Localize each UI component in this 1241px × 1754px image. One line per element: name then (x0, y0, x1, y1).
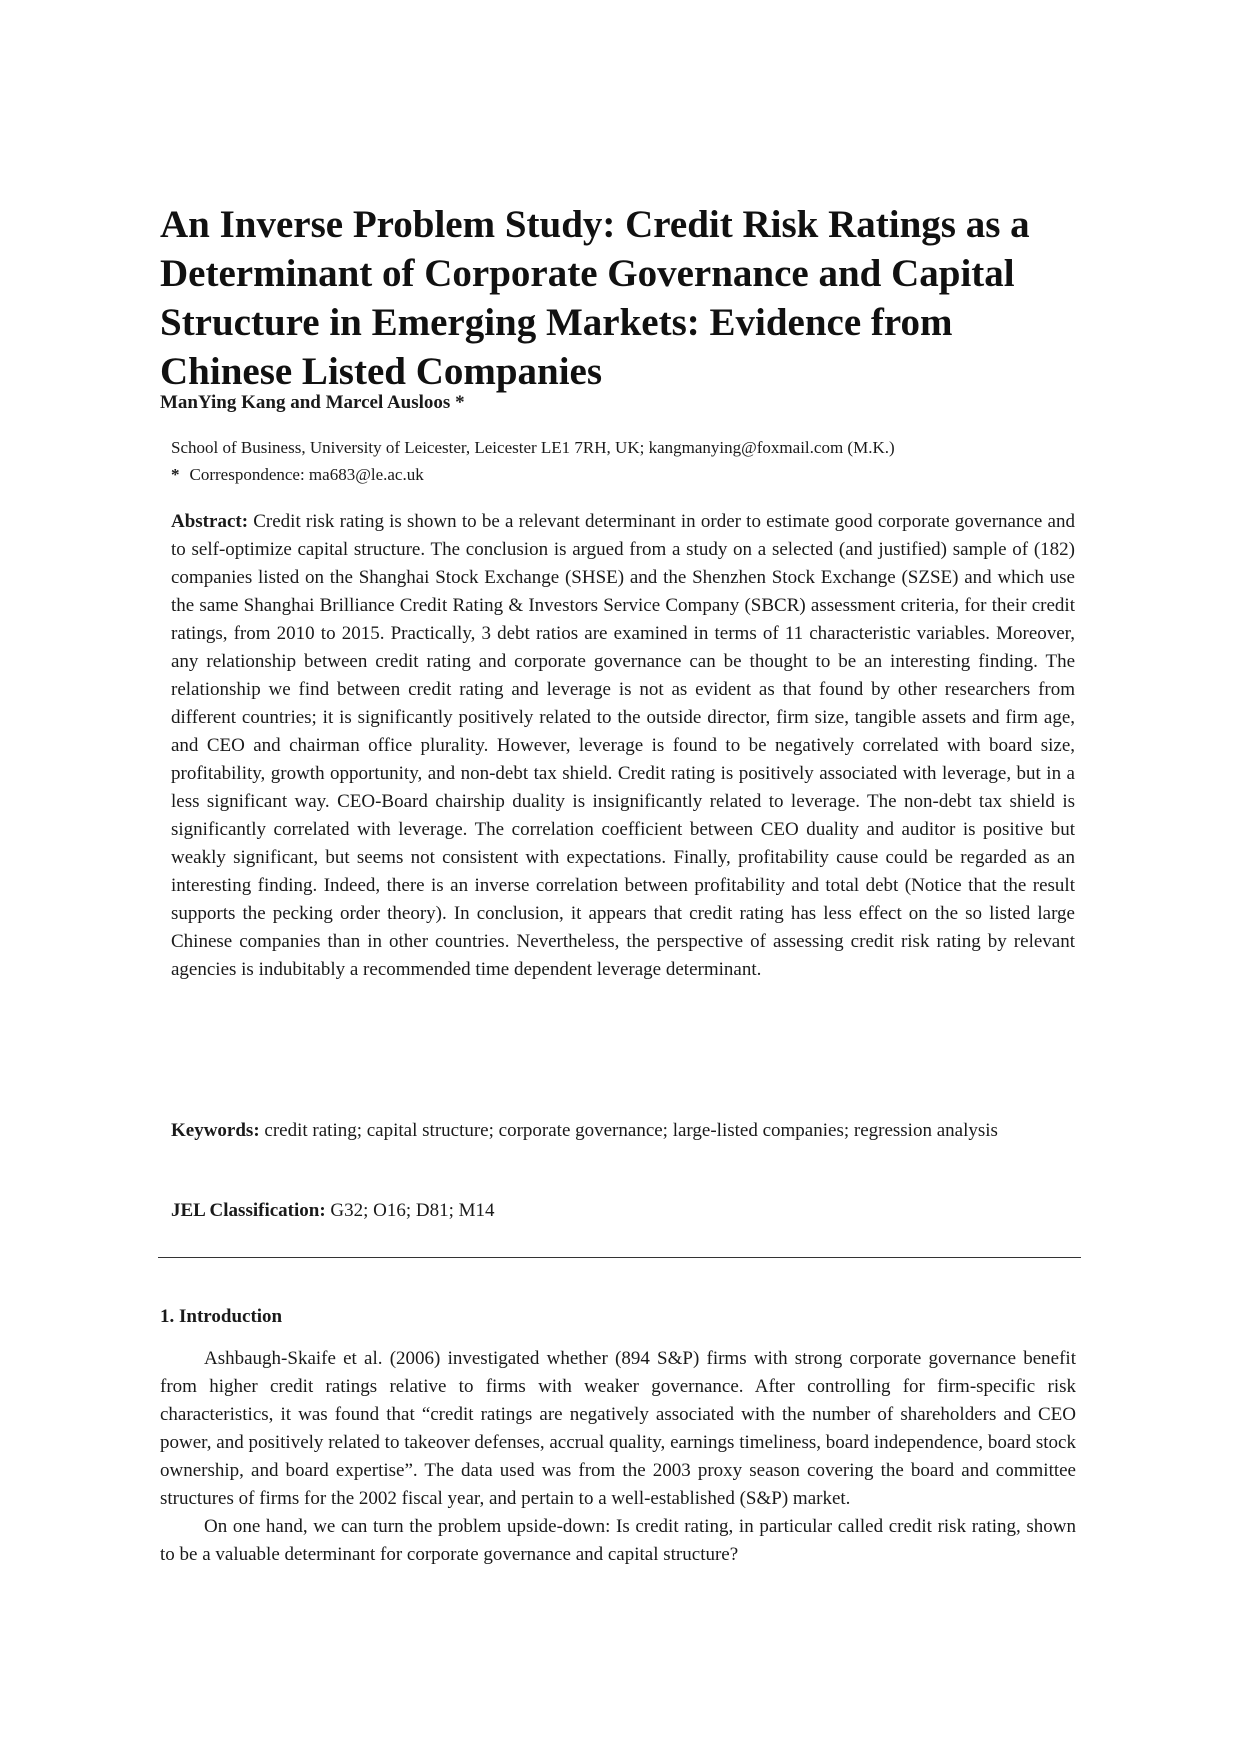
abstract-text: Credit risk rating is shown to be a relevant determinant in order to estimate good corporate governance and to self-optimize capital structure. The conclusion is argued from a study on a selected (and justified) sample of (182) companies listed on the Shanghai Stock Exchange (SHSE) and the Shenzhen Stock Exchange (SZSE) and which use the same Shanghai Brilliance Credit Rating & Investors Service Company (SBCR) assessment criteria, for their credit ratings, from 2010 to 2015. Practically, 3 debt ratios are examined in terms of 11 characteristic variables. Moreover, any relationship between credit rating and corporate governance can be thought to be an interesting finding. The relationship we find between credit rating and leverage is not as evident as that found by other researchers from different countries; it is significantly positively related to the outside director, firm size, tangible assets and firm age, and CEO and chairman office plurality. However, leverage is found to be negatively correlated with board size, profitability, growth opportunity, and non-debt tax shield. Credit rating is positively associated with leverage, but in a less significant way. CEO-Board chairship duality is insignificantly related to leverage. The non-debt tax shield is significantly correlated with leverage. The correlation coefficient between CEO duality and auditor is positive but weakly significant, but seems not consistent with expectations. Finally, profitability cause could be regarded as an interesting finding. Indeed, there is an inverse correlation between profitability and total debt (Notice that the result supports the pecking order theory). In conclusion, it appears that credit rating has less effect on the so listed large Chinese companies than in other countries. Nevertheless, the perspective of assessing credit risk rating by relevant agencies is indubitably a recommended time dependent leverage determinant. (171, 511, 1075, 980)
affiliation-text: School of Business, University of Leicester, Leicester LE1 7RH, UK; kangmanying@foxmail.com (M.K.) (171, 438, 895, 457)
jel-label: JEL Classification: (171, 1200, 326, 1221)
introduction-body (160, 1345, 1076, 1569)
author-list: ManYing Kang and Marcel Ausloos * (160, 392, 465, 413)
paper-title: An Inverse Problem Study: Credit Risk Ratings as a Determinant of Corporate Governance and Capital Structure in Emerging Markets: Evidence from Chinese Listed Companies (160, 203, 1030, 393)
paragraph: Ashbaugh-Skaife et al. (2006) investigated whether (894 S&P) firms with strong corporate governance benefit from higher credit ratings relative to firms with weaker governance. After controlling for firm-specific risk characteristics, it was found that “credit ratings are negatively associated with the number of shareholders and CEO power, and positively related to takeover defenses, accrual quality, earnings timeliness, board independence, board stock ownership, and board expertise”. The data used was from the 2003 proxy season covering the board and committee structures of firms for the 2002 fiscal year, and pertain to a well-established (S&P) market. (160, 1348, 1076, 1509)
keywords-text: credit rating; capital structure; corporate governance; large-listed companies; regression analysis (264, 1120, 998, 1141)
abstract (171, 508, 1075, 984)
keywords-label: Keywords: (171, 1120, 260, 1141)
correspondence-text: Correspondence: ma683@le.ac.uk (189, 465, 424, 484)
abstract-label: Abstract: (171, 511, 249, 532)
section-divider (158, 1257, 1081, 1258)
correspondence-line (171, 461, 1091, 488)
jel-classification (171, 1197, 1075, 1225)
correspondence-marker: * (171, 465, 180, 484)
section-heading-introduction: 1. Introduction (160, 1306, 283, 1327)
paragraph: On one hand, we can turn the problem upside-down: Is credit rating, in particular called credit risk rating, shown to be a valuable determinant for corporate governance and capital structure? (160, 1516, 1076, 1565)
keywords (171, 1117, 1075, 1145)
affiliation-block (171, 434, 1091, 488)
jel-codes: G32; O16; D81; M14 (330, 1200, 495, 1221)
